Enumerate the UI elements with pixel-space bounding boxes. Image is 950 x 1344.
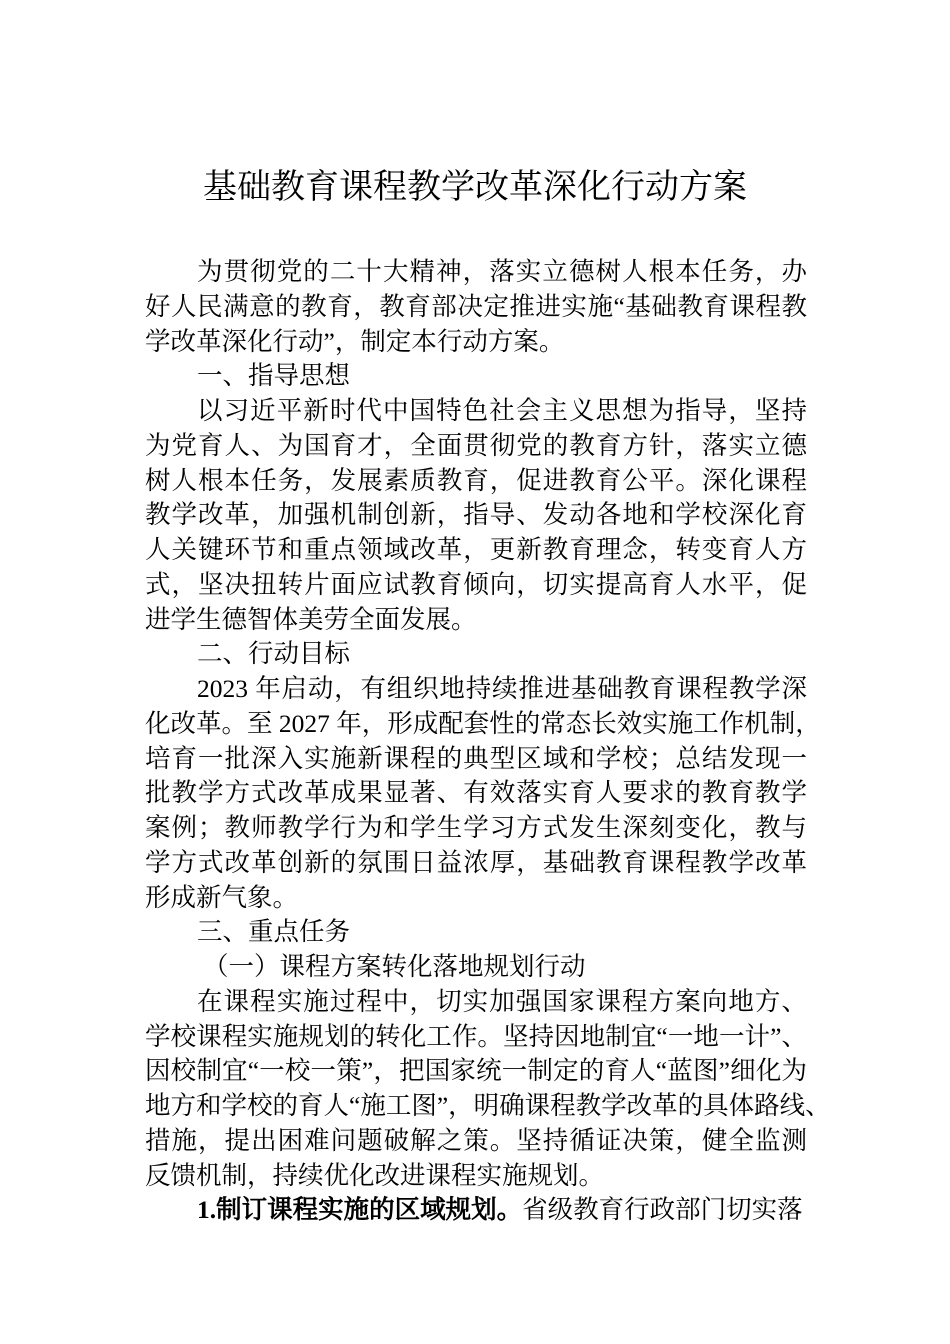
section-heading	[145, 950, 807, 985]
paragraph-line: 三、重点任务	[197, 917, 351, 947]
document-title: 基础教育课程教学改革深化行动方案	[203, 169, 747, 206]
paragraph-line-task-1	[145, 1193, 807, 1228]
paragraph-line: 化改革。至 2027 年，形成配套性的常态长效实施工作机制，	[145, 708, 821, 738]
paragraph-line: 形成新气象。	[145, 882, 299, 912]
paragraph-line: 批教学方式改革成果显著、有效落实育人要求的教育教学	[145, 778, 807, 808]
paragraph-line: 以习近平新时代中国特色社会主义思想为指导，坚持	[197, 396, 807, 425]
paragraph-line: 学改革深化行动”，制定本行动方案。	[145, 326, 565, 356]
paragraph-line: 因校制宜“一校一策”，把国家统一制定的育人“蓝图”细化为	[145, 1056, 807, 1086]
paragraph-line: （一）课程方案转化落地规划行动	[203, 952, 586, 981]
paragraph-line: 学方式改革创新的氛围日益浓厚，基础教育课程教学改革	[145, 847, 807, 877]
paragraph	[145, 672, 821, 915]
paragraph-line: 一、指导思想	[197, 361, 351, 391]
paragraph	[145, 985, 831, 1194]
paragraph-line: 人关键环节和重点领域改革，更新教育理念，转变育人方	[145, 535, 807, 564]
paragraph-line: 2023 年启动，有组织地持续推进基础教育课程教学深	[197, 674, 807, 703]
paragraph-line: 好人民满意的教育，教育部决定推进实施“基础教育课程教	[145, 291, 807, 321]
section-heading	[145, 915, 807, 950]
paragraph	[145, 255, 807, 359]
paragraph-line: 在课程实施过程中，切实加强国家课程方案向地方、	[197, 986, 807, 1016]
paragraph-line: 培育一批深入实施新课程的典型区域和学校；总结发现一	[145, 743, 807, 773]
paragraph-line: 教学改革，加强机制创新，指导、发动各地和学校深化育	[145, 500, 807, 530]
section-heading	[145, 359, 807, 394]
task-heading: 1.制订课程实施的区域规划。	[197, 1195, 523, 1225]
task-text: 省级教育行政部门切实落	[522, 1195, 803, 1225]
paragraph-line: 二、行动目标	[197, 639, 351, 669]
paragraph-line: 为贯彻党的二十大精神，落实立德树人根本任务，办	[197, 257, 807, 286]
paragraph-line: 学校课程实施规划的转化工作。坚持因地制宜“一地一计”、	[145, 1021, 807, 1051]
paragraph-line: 地方和学校的育人“施工图”，明确课程教学改革的具体路线、	[145, 1091, 831, 1120]
paragraph	[145, 394, 807, 637]
document-body	[145, 255, 831, 1228]
paragraph-line: 为党育人、为国育才，全面贯彻党的教育方针，落实立德	[145, 430, 807, 460]
paragraph-line: 案例；教师教学行为和学生学习方式发生深刻变化，教与	[145, 813, 807, 842]
paragraph-line: 树人根本任务，发展素质教育，促进教育公平。深化课程	[145, 465, 807, 495]
paragraph-line: 措施，提出困难问题破解之策。坚持循证决策，健全监测	[145, 1125, 807, 1155]
paragraph-line: 进学生德智体美劳全面发展。	[145, 604, 477, 634]
section-heading	[145, 637, 807, 672]
paragraph-line: 式，坚决扭转片面应试教育倾向，切实提高育人水平，促	[145, 569, 807, 599]
paragraph-line: 反馈机制，持续优化改进课程实施规划。	[145, 1160, 605, 1190]
